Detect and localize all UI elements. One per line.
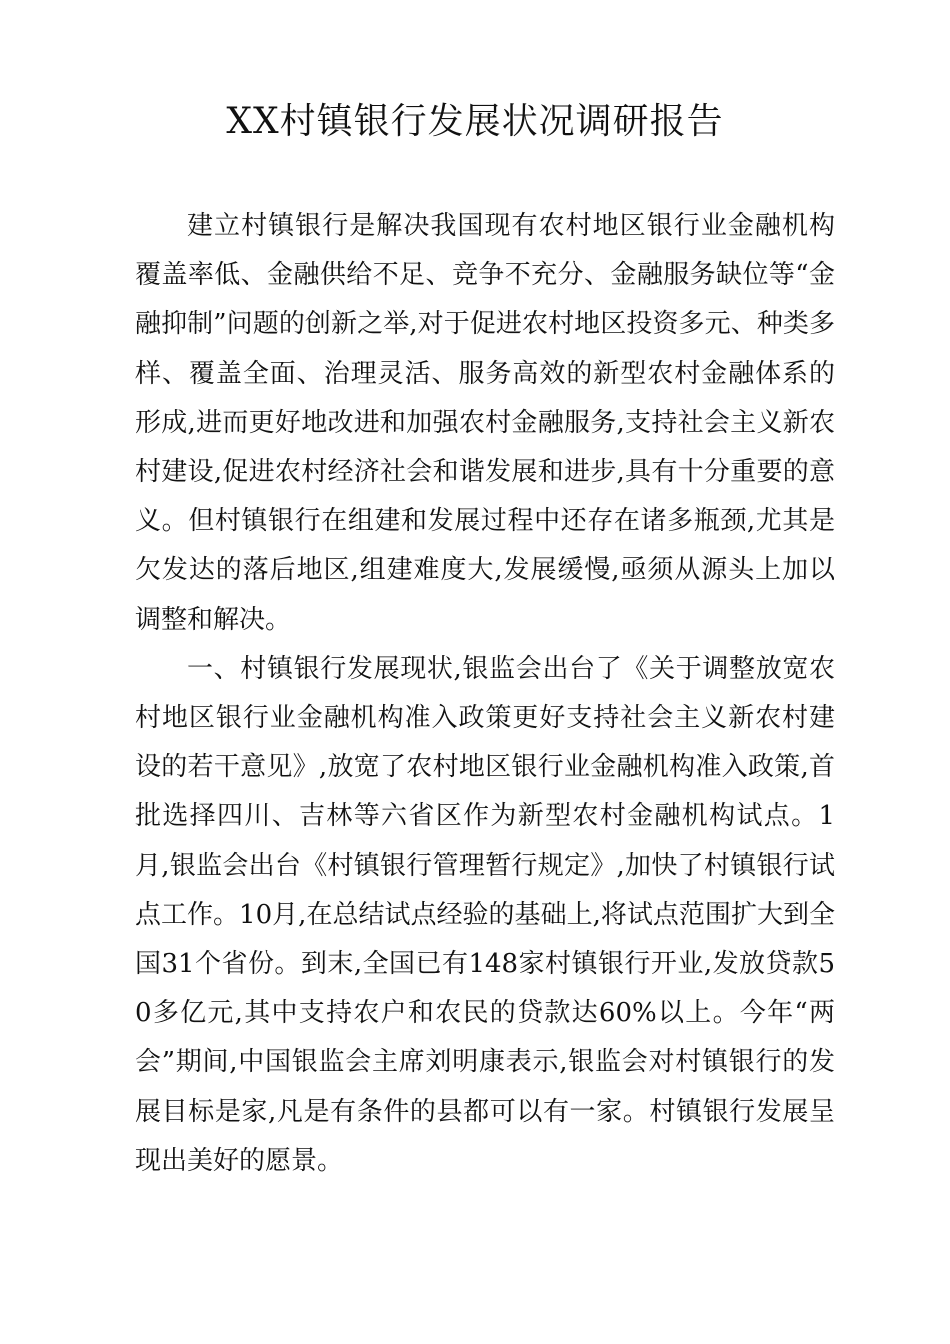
document-body <box>135 202 835 1186</box>
document-title: XX村镇银行发展状况调研报告 <box>226 101 724 142</box>
paragraph-section-one: 一、村镇银行发展现状,银监会出台了《关于调整放宽农村地区银行业金融机构准入政策更好支持社会主义新农村建设的若干意见》,放宽了农村地区银行业金融机构准入政策,首批选择四川、吉林等六省区作为新型农村金融机构试点。1月,银监会出台《村镇银行管理暂行规定》,加快了村镇银行试点工作。10月,在总结试点经验的基础上,将试点范围扩大到全国31个省份。到末,全国已有148家村镇银行开业,发放贷款50多亿元,其中支持农户和农民的贷款达60%以上。今年“两会”期间,中国银监会主席刘明康表示,银监会对村镇银行的发展目标是家,凡是有条件的县都可以有一家。村镇银行发展呈现出美好的愿景。 <box>135 653 835 1176</box>
paragraph-intro: 建立村镇银行是解决我国现有农村地区银行业金融机构覆盖率低、金融供给不足、竞争不充分、金融服务缺位等“金融抑制”问题的创新之举,对于促进农村地区投资多元、种类多样、覆盖全面、治理灵活、服务高效的新型农村金融体系的形成,进而更好地改进和加强农村金融服务,支持社会主义新农村建设,促进农村经济社会和谐发展和进步,具有十分重要的意义。但村镇银行在组建和发展过程中还存在诸多瓶颈,尤其是欠发达的落后地区,组建难度大,发展缓慢,亟须从源头上加以调整和解决。 <box>135 211 835 635</box>
